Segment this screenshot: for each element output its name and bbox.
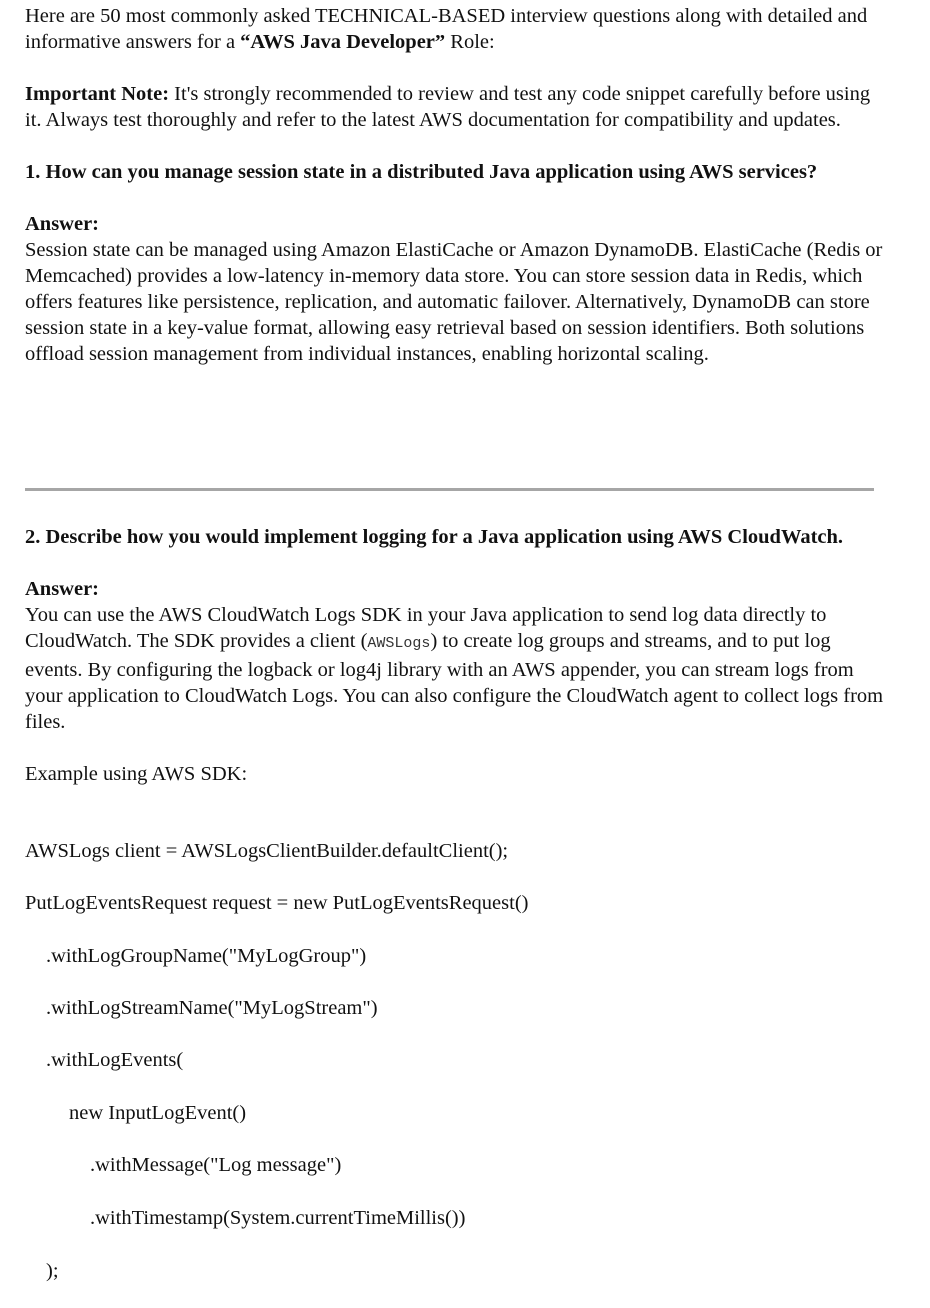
answer-2-label: Answer: [25,578,100,600]
document-body [25,3,885,367]
intro-text: Here are 50 most commonly asked TECHNICAL-BASED interview questions along with detailed and informative answers for a [25,5,868,53]
question-2-block [25,524,885,787]
code-line: AWSLogs client = AWSLogsClientBuilder.defaultClient(); [25,840,509,862]
answer-1-label: Answer: [25,213,100,235]
role-title: “AWS Java Developer” [240,31,446,53]
code-line: PutLogEventsRequest request = new PutLogEventsRequest() [25,892,529,914]
code-line: .withLogGroupName("MyLogGroup") [46,945,367,967]
code-line: .withMessage("Log message") [90,1154,342,1176]
answer-2-text-start: You can use the AWS CloudWatch Logs SDK in your Java application to send log data directly to CloudWatch. The SDK provides a client ( [25,604,827,652]
code-line: .withTimestamp(System.currentTimeMillis()) [90,1207,466,1229]
question-2: 2. Describe how you would implement logging for a Java application using AWS CloudWatch. [25,526,844,548]
intro-paragraph [25,3,885,55]
code-line: .withLogStreamName("MyLogStream") [46,997,378,1019]
code-line: .withLogEvents( [46,1049,184,1071]
example-label: Example using AWS SDK: [25,763,248,785]
code-line: ); [46,1260,59,1282]
answer-1-text: Session state can be managed using Amazon ElastiCache or Amazon DynamoDB. ElastiCache (Redis or Memcached) provides a low-latency in-memory data store. You can store session data in Redis, which offers features like persistence, replication, and automatic failover. Alternatively, DynamoDB can store session state in a key-value format, allowing easy retrieval based on session identifiers. Both solutions offload session management from individual instances, enabling horizontal scaling. [25,239,883,365]
question-1: 1. How can you manage session state in a distributed Java application using AWS services? [25,161,818,183]
note-text: It's strongly recommended to review and test any code snippet carefully before using it. Always test thoroughly and refer to the latest AWS documentation for compatibility and updates. [25,83,871,131]
intro-text-end: Role: [445,31,495,53]
inline-code: AWSLogs [367,635,431,652]
answer-2-text [25,602,885,735]
answer-2-text-end: ) to create log groups and streams, and to put log events. By configuring the logback or log4j library with an AWS appender, you can stream logs from your application to CloudWatch Logs. You can also configure the CloudWatch agent to collect logs from files. [25,630,884,733]
important-note [25,81,885,133]
note-label: Important Note: [25,83,170,105]
section-divider [25,488,874,491]
code-line: new InputLogEvent() [69,1102,247,1124]
